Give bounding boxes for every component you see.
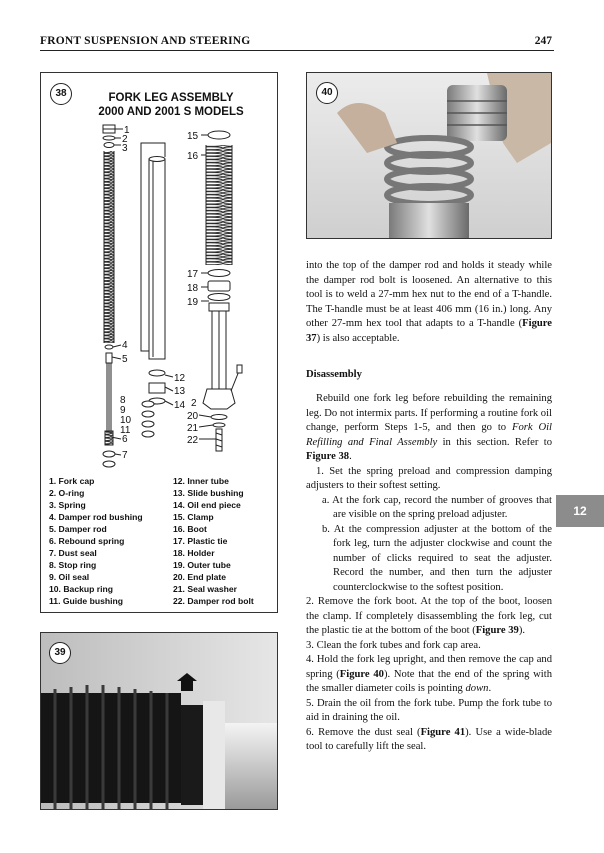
callout-7: 7 (122, 450, 128, 461)
text-run: ) is also acceptable. (316, 332, 400, 344)
text-run: in this section. Refer to (437, 436, 552, 448)
callout-2: 2 (122, 134, 128, 145)
callout-16: 16 (187, 151, 199, 162)
legend-item: 18. Holder (173, 548, 215, 558)
cap-and-spring-photo (307, 73, 551, 238)
legend-item: 20. End plate (173, 572, 227, 582)
callout-20: 20 (187, 411, 199, 422)
section-reference: Fork Oil Refilling and Final Assembly (306, 422, 552, 448)
text-run: 4. Hold the fork leg upright, and then remove the cap and spring ( (306, 654, 552, 680)
text-run: 2. Remove the fork boot. At the top of the boot, loosen the clamp. If completely disassembling the fork leg, cut the plastic tie at the bottom of the boot ( (306, 596, 552, 636)
step-1: 1. Set the spring preload and compression damping adjusters to their softest setting. (306, 465, 552, 491)
legend-item: 10. Backup ring (49, 584, 113, 594)
legend-item: 5. Damper rod (49, 524, 107, 534)
diagram-title-line1: FORK LEG ASSEMBLY (108, 92, 234, 104)
text-run: ). Note that the end of the spring with the smaller diameter coils is pointing (306, 668, 552, 694)
text-run: into the top of the damper rod and holds it steady while the damper rod bolt is loosened. An alternative to this tool is to weld a 27-mm hex nut to the end of a T-handle. The T-handle must be at least 406 mm (16 in.) long. Any other 27-mm hex tool that adapts to a T-handle ( (306, 260, 552, 329)
figure-reference: Figure 38 (306, 451, 350, 462)
callout-17: 17 (187, 269, 199, 280)
callout-13: 13 (174, 386, 186, 397)
chapter-tab: 12 (556, 495, 604, 527)
figure-reference: Figure 40 (339, 668, 384, 680)
figure-reference: Figure 37 (306, 318, 552, 344)
seal-rings-drawing (40, 394, 160, 446)
legend-item: 21. Seal washer (173, 584, 238, 594)
figure-reference: Figure 41 (420, 726, 466, 738)
callout-15: 15 (187, 131, 199, 142)
callout-5: 5 (122, 354, 128, 365)
legend-item: 22. Damper rod bolt (173, 596, 254, 606)
legend-left-column (49, 475, 143, 607)
legend-item: 12. Inner tube (173, 476, 229, 486)
callout-21: 21 (187, 423, 199, 434)
disassembly-text (306, 392, 552, 755)
callout-10: 10 (120, 415, 132, 426)
callout-19: 19 (187, 297, 199, 308)
figure-number-badge: 39 (49, 642, 71, 664)
paragraph-intro (306, 392, 552, 465)
legend-item: 1. Fork cap (49, 476, 95, 486)
legend-item: 3. Spring (49, 500, 86, 510)
callout-22: 22 (187, 435, 199, 446)
body-text-top (306, 259, 552, 346)
text-run: ). Use a wide-blade tool to carefully lift the seal. (306, 726, 552, 752)
step-4 (306, 653, 552, 697)
legend-item: 9. Oil seal (49, 572, 90, 582)
callout-11: 11 (120, 425, 131, 436)
diagram-title-line2: 2000 AND 2001 S MODELS (98, 106, 244, 118)
running-header (40, 32, 554, 51)
figure-reference: Figure 39 (475, 625, 519, 636)
text-run: . (488, 683, 492, 694)
callout-4: 4 (122, 340, 128, 351)
legend-item: 17. Plastic tie (173, 536, 228, 546)
step-3: 3. Clean the fork tubes and fork cap area. (306, 639, 481, 651)
callout-3: 3 (122, 143, 128, 154)
legend-item: 16. Boot (173, 524, 207, 534)
legend-right-column (173, 475, 254, 607)
callout-6: 6 (122, 434, 128, 445)
callout-12: 12 (174, 373, 186, 384)
callout-18: 18 (187, 283, 199, 294)
step-6 (306, 726, 552, 755)
legend-item: 13. Slide bushing (173, 488, 244, 498)
figure-number-badge: 40 (316, 82, 338, 104)
paragraph-tool (306, 259, 552, 346)
legend-item: 14. Oil end piece (173, 500, 241, 510)
text-run: Rebuild one fork leg before rebuilding the remaining leg. Do not intermix parts. If performing a routine fork oil change, perform Steps 1-5, and then go to (306, 393, 552, 433)
callout-2-right: 2 (191, 398, 197, 409)
section-heading: Disassembly (306, 369, 362, 380)
text-run: ). (518, 625, 526, 636)
callout-8: 8 (120, 395, 126, 406)
legend-item: 19. Outer tube (173, 560, 231, 570)
figure-number-badge: 38 (50, 83, 72, 105)
legend-item: 11. Guide bushing (49, 596, 124, 606)
figure-40-cap-and-spring-photo (306, 72, 552, 239)
disassembly-section (306, 368, 552, 383)
legend-item: 15. Clamp (173, 512, 214, 522)
text-run: 6. Remove the dust seal ( (306, 726, 421, 738)
legend-item: 7. Dust seal (49, 548, 97, 558)
step-5: 5. Drain the oil from the fork tube. Pump the fork tube to aid in draining the oil. (306, 697, 552, 723)
legend-item: 2. O-ring (49, 488, 85, 498)
fork-boot-photo (41, 633, 277, 809)
step-2 (306, 595, 552, 639)
emphasis: down (465, 683, 489, 694)
step-1a: a. At the fork cap, record the number of grooves that are visible on the spring preload adjuster. (322, 494, 552, 520)
page-number: 247 (534, 35, 552, 47)
text-run: . (349, 451, 352, 462)
figure-39-fork-boot-photo (40, 632, 278, 810)
legend-item: 6. Rebound spring (49, 536, 125, 546)
section-title: FRONT SUSPENSION AND STEERING (40, 35, 251, 47)
callout-1: 1 (124, 125, 130, 136)
callout-9: 9 (120, 405, 126, 416)
callout-14: 14 (174, 400, 186, 411)
legend-item: 4. Damper rod bushing (49, 512, 143, 522)
diagram-title (71, 91, 271, 119)
figure-38-fork-leg-diagram (40, 72, 278, 613)
legend-item: 8. Stop ring (49, 560, 97, 570)
step-1b: b. At the compression adjuster at the bottom of the fork leg, turn the adjuster clockwise and count the number of clicks required to seat the adjuster. Record the number, and then turn the adjuster counterclockwise to the softest position. (322, 523, 552, 593)
